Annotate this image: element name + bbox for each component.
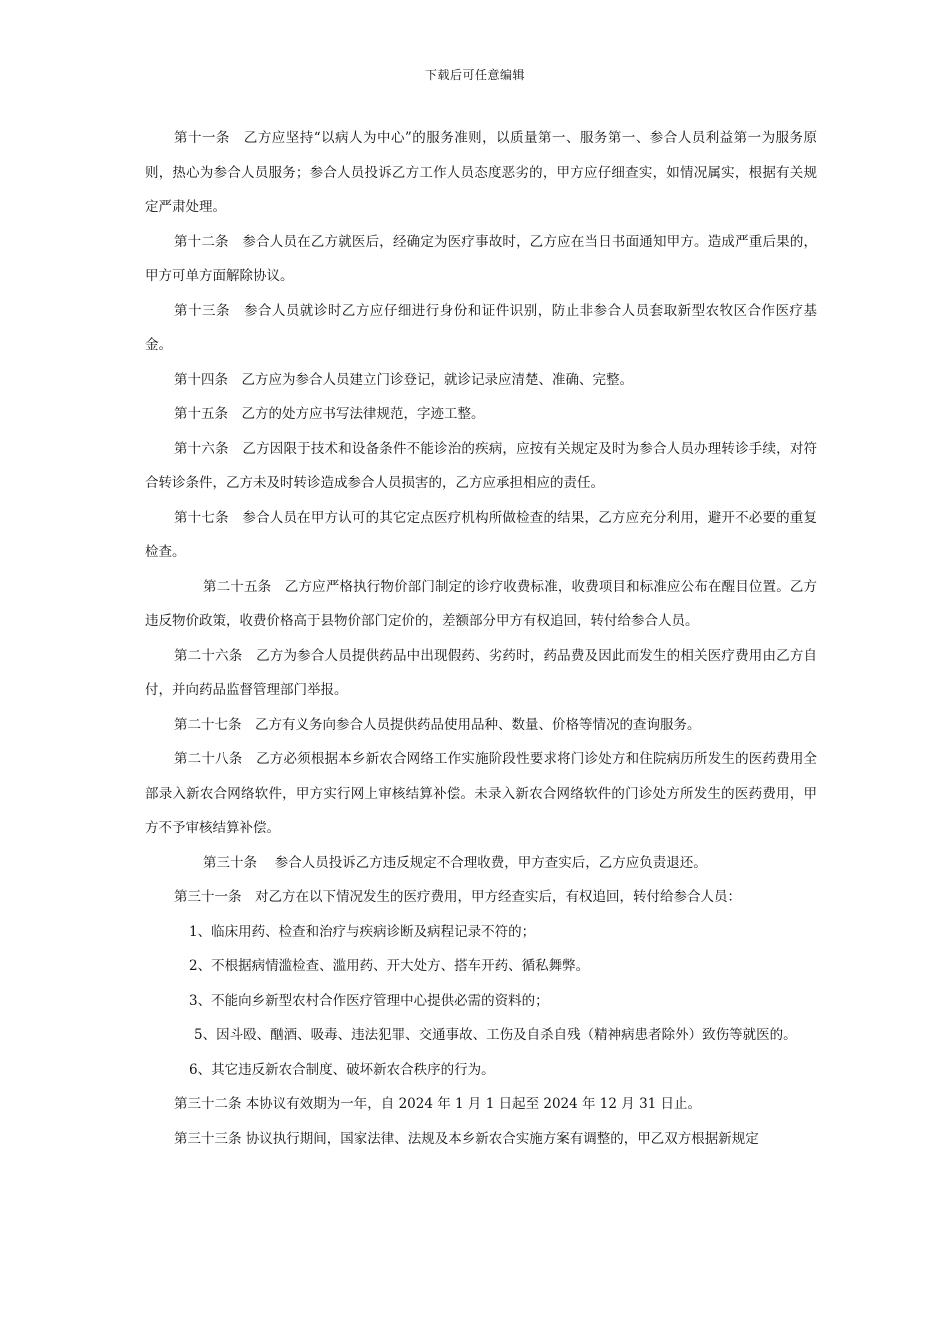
article-12: 第十二条 参合人员在乙方就医后，经确定为医疗事故时，乙方应在当日书面通知甲方。造成严重后果的，甲方可单方面解除协议。 bbox=[145, 233, 817, 284]
article-14: 第十四条 乙方应为参合人员建立门诊登记，就诊记录应清楚、准确、完整。 bbox=[174, 371, 633, 388]
article-27: 第二十七条 乙方有义务向参合人员提供药品使用品种、数量、价格等情况的查询服务。 bbox=[174, 716, 701, 733]
list-item-2: 2、不根据病情滥检查、滥用药、开大处方、搭车开药、循私舞弊。 bbox=[189, 958, 590, 974]
article-25: 第二十五条 乙方应严格执行物价部门制定的诊疗收费标准，收费项目和标准应公布在醒目位置。乙方违反物价政策，收费价格高于县物价部门定价的，差额部分甲方有权追回，转付给参合人员。 bbox=[145, 578, 817, 629]
list-item-3: 3、不能向乡新型农村合作医疗管理中心提供必需的资料的； bbox=[189, 992, 549, 1009]
page-header: 下载后可任意编辑 bbox=[424, 68, 525, 82]
article-11: 第十一条 乙方应坚持“以病人为中心”的服务准则，以质量第一、服务第一、参合人员利益第一为服务原则，热心为参合人员服务；参合人员投诉乙方工作人员态度恶劣的，甲方应仔细查实，如情况属实，根据有关规定严肃处理。 bbox=[145, 130, 817, 215]
article-17: 第十七条 参合人员在甲方认可的其它定点医疗机构所做检查的结果，乙方应充分利用，避开不必要的重复检查。 bbox=[145, 509, 817, 560]
list-item-6: 6、其它违反新农合制度、破坏新农合秩序的行为。 bbox=[189, 1061, 495, 1078]
article-33: 第三十三条 协议执行期间，国家法律、法规及本乡新农合实施方案有调整的，甲乙双方根据新规定 bbox=[174, 1130, 759, 1147]
article-30: 第三十条 参合人员投诉乙方违反规定不合理收费，甲方查实后，乙方应负责退还。 bbox=[203, 854, 707, 871]
article-28: 第二十八条 乙方必须根据本乡新农合网络工作实施阶段性要求将门诊处方和住院病历所发生的医药费用全部录入新农合网络软件，甲方实行网上审核结算补偿。未录入新农合网络软件的门诊处方所发生的医药费用，甲方不予审核结算补偿。 bbox=[145, 751, 817, 836]
article-13: 第十三条 参合人员就诊时乙方应仔细进行身份和证件识别，防止非参合人员套取新型农牧区合作医疗基金。 bbox=[145, 302, 817, 353]
article-15: 第十五条 乙方的处方应书写法律规范，字迹工整。 bbox=[174, 406, 485, 422]
article-31: 第三十一条 对乙方在以下情况发生的医疗费用，甲方经查实后，有权追回，转付给参合人员： bbox=[174, 889, 741, 905]
list-item-1: 1、临床用药、检查和治疗与疾病诊断及病程记录不符的； bbox=[189, 923, 536, 940]
article-26: 第二十六条 乙方为参合人员提供药品中出现假药、劣药时，药品费及因此而发生的相关医疗费用由乙方自付，并向药品监督管理部门举报。 bbox=[145, 647, 817, 698]
article-16: 第十六条 乙方因限于技术和设备条件不能诊治的疾病，应按有关规定及时为参合人员办理转诊手续，对符合转诊条件，乙方未及时转诊造成参合人员损害的，乙方应承担相应的责任。 bbox=[145, 440, 817, 491]
article-32: 第三十二条 本协议有效期为一年，自 2024 年 1 月 1 日起至 2024 年 12 月 31 日止。 bbox=[174, 1096, 702, 1112]
document-body bbox=[145, 121, 817, 1156]
list-item-5: 5、因斗殴、酗酒、吸毒、违法犯罪、交通事故、工伤及自杀自残（精神病患者除外）致伤等就医的。 bbox=[194, 1027, 797, 1043]
